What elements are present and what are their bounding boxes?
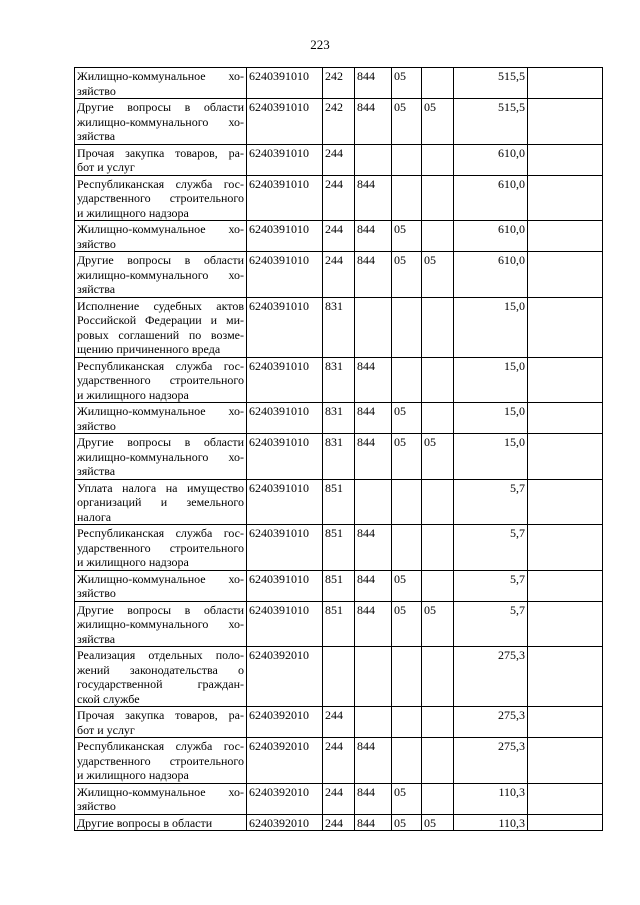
target-article-cell: 6240391010	[247, 68, 323, 99]
row-name-line: Прочая закупка товаров, ра-	[77, 708, 244, 722]
row-name-line: зяйства	[77, 129, 116, 143]
admin-code-cell: 844	[355, 601, 392, 647]
table-row	[75, 434, 603, 480]
amount-cell: 15,0	[454, 297, 528, 357]
section-cell	[392, 144, 422, 175]
target-article-cell: 6240391010	[247, 570, 323, 601]
target-article-cell: 6240391010	[247, 252, 323, 298]
subsection-cell	[422, 570, 454, 601]
table-row	[75, 357, 603, 403]
section-cell: 05	[392, 221, 422, 252]
table-row	[75, 783, 603, 814]
row-name-line: ударственного строительного	[77, 753, 244, 768]
target-article-cell: 6240391010	[247, 221, 323, 252]
target-article-cell: 6240391010	[247, 297, 323, 357]
subsection-cell	[422, 403, 454, 434]
admin-code-cell: 844	[355, 99, 392, 145]
row-name-cell	[75, 707, 247, 738]
admin-code-cell	[355, 647, 392, 707]
admin-code-cell: 844	[355, 570, 392, 601]
subsection-cell	[422, 783, 454, 814]
table-row	[75, 297, 603, 357]
amount-cell: 15,0	[454, 403, 528, 434]
expense-type-cell: 244	[323, 252, 355, 298]
row-name-line: Российской Федерации и ми-	[77, 313, 244, 327]
subsection-cell: 05	[422, 601, 454, 647]
amount-cell: 5,7	[454, 601, 528, 647]
empty-cell	[528, 175, 603, 221]
subsection-cell	[422, 297, 454, 357]
row-name-line: зяйство	[77, 236, 116, 251]
section-cell: 05	[392, 403, 422, 434]
subsection-cell	[422, 525, 454, 571]
row-name-line: Уплата налога на имущество	[77, 480, 244, 495]
row-name-cell	[75, 68, 247, 99]
expense-type-cell: 244	[323, 814, 355, 831]
row-name-line: Республиканская служба гос-	[77, 739, 244, 753]
expense-type-cell: 851	[323, 479, 355, 525]
empty-cell	[528, 297, 603, 357]
table-row	[75, 738, 603, 784]
expense-type-cell	[323, 647, 355, 707]
expense-type-cell: 244	[323, 175, 355, 221]
row-name-cell	[75, 738, 247, 784]
row-name-cell	[75, 252, 247, 298]
table-row	[75, 707, 603, 738]
admin-code-cell: 844	[355, 783, 392, 814]
section-cell: 05	[392, 814, 422, 831]
amount-cell: 15,0	[454, 434, 528, 480]
row-name-line: Жилищно-коммунальное хо-	[77, 222, 244, 236]
row-name-line: зяйства	[77, 464, 116, 478]
row-name-line: Республиканская служба гос-	[77, 526, 244, 540]
expense-type-cell: 831	[323, 403, 355, 434]
table-row	[75, 252, 603, 298]
expense-type-cell: 831	[323, 434, 355, 480]
empty-cell	[528, 99, 603, 145]
table-row	[75, 601, 603, 647]
row-name-line: Другие вопросы в области	[77, 815, 213, 830]
table-row	[75, 68, 603, 99]
section-cell	[392, 357, 422, 403]
budget-table-body	[75, 68, 603, 831]
admin-code-cell: 844	[355, 525, 392, 571]
target-article-cell: 6240391010	[247, 175, 323, 221]
amount-cell: 610,0	[454, 252, 528, 298]
row-name-cell	[75, 297, 247, 357]
section-cell	[392, 707, 422, 738]
subsection-cell	[422, 647, 454, 707]
subsection-cell	[422, 479, 454, 525]
section-cell: 05	[392, 252, 422, 298]
empty-cell	[528, 252, 603, 298]
row-name-line: зяйства	[77, 631, 116, 646]
empty-cell	[528, 403, 603, 434]
target-article-cell: 6240391010	[247, 403, 323, 434]
expense-type-cell: 851	[323, 601, 355, 647]
empty-cell	[528, 814, 603, 831]
row-name-line: ской службе	[77, 691, 140, 706]
row-name-line: Другие вопросы в области	[77, 253, 244, 267]
row-name-cell	[75, 221, 247, 252]
budget-table	[74, 67, 603, 831]
section-cell	[392, 175, 422, 221]
row-name-cell	[75, 783, 247, 814]
section-cell: 05	[392, 434, 422, 480]
row-name-line: налога	[77, 509, 112, 524]
row-name-line: и жилищного надзора	[77, 768, 189, 782]
row-name-line: Исполнение судебных актов	[77, 298, 244, 313]
row-name-line: Жилищно-коммунальное хо-	[77, 571, 244, 586]
row-name-line: ударственного строительного	[77, 373, 244, 387]
amount-cell: 275,3	[454, 647, 528, 707]
table-row	[75, 144, 603, 175]
empty-cell	[528, 479, 603, 525]
row-name-line: Реализация отдельных поло-	[77, 648, 244, 662]
row-name-line: Республиканская служба гос-	[77, 176, 244, 191]
amount-cell: 610,0	[454, 221, 528, 252]
row-name-line: и жилищного надзора	[77, 387, 189, 402]
expense-type-cell: 244	[323, 707, 355, 738]
row-name-cell	[75, 144, 247, 175]
row-name-cell	[75, 570, 247, 601]
target-article-cell: 6240391010	[247, 144, 323, 175]
expense-type-cell: 831	[323, 297, 355, 357]
table-row	[75, 99, 603, 145]
row-name-line: зяйство	[77, 799, 116, 813]
target-article-cell: 6240392010	[247, 738, 323, 784]
target-article-cell: 6240391010	[247, 525, 323, 571]
section-cell	[392, 479, 422, 525]
admin-code-cell: 844	[355, 175, 392, 221]
admin-code-cell: 844	[355, 252, 392, 298]
expense-type-cell: 242	[323, 68, 355, 99]
expense-type-cell: 244	[323, 738, 355, 784]
table-row	[75, 570, 603, 601]
row-name-line: ударственного строительного	[77, 540, 244, 555]
admin-code-cell: 844	[355, 68, 392, 99]
row-name-line: щению причиненного вреда	[77, 342, 221, 356]
target-article-cell: 6240392010	[247, 783, 323, 814]
row-name-line: Республиканская служба гос-	[77, 358, 244, 373]
amount-cell: 5,7	[454, 479, 528, 525]
row-name-line: Жилищно-коммунальное хо-	[77, 404, 244, 418]
target-article-cell: 6240391010	[247, 99, 323, 145]
row-name-line: и жилищного надзора	[77, 555, 189, 569]
row-name-line: Другие вопросы в области	[77, 435, 244, 449]
expense-type-cell: 242	[323, 99, 355, 145]
empty-cell	[528, 144, 603, 175]
empty-cell	[528, 434, 603, 480]
amount-cell: 110,3	[454, 814, 528, 831]
section-cell: 05	[392, 68, 422, 99]
expense-type-cell: 851	[323, 570, 355, 601]
table-row	[75, 525, 603, 571]
section-cell	[392, 525, 422, 571]
target-article-cell: 6240391010	[247, 479, 323, 525]
admin-code-cell: 844	[355, 357, 392, 403]
row-name-line: жилищно-коммунального хо-	[77, 267, 244, 282]
expense-type-cell: 831	[323, 357, 355, 403]
empty-cell	[528, 357, 603, 403]
target-article-cell: 6240392010	[247, 647, 323, 707]
row-name-line: жений законодательства о	[77, 662, 244, 677]
admin-code-cell: 844	[355, 221, 392, 252]
subsection-cell	[422, 707, 454, 738]
subsection-cell	[422, 144, 454, 175]
row-name-line: и жилищного надзора	[77, 205, 189, 220]
row-name-cell	[75, 814, 247, 831]
target-article-cell: 6240392010	[247, 707, 323, 738]
row-name-line: ровых соглашений по возме-	[77, 327, 244, 342]
row-name-cell	[75, 357, 247, 403]
amount-cell: 5,7	[454, 570, 528, 601]
subsection-cell	[422, 221, 454, 252]
admin-code-cell: 844	[355, 403, 392, 434]
empty-cell	[528, 525, 603, 571]
row-name-line: Жилищно-коммунальное хо-	[77, 784, 244, 799]
amount-cell: 610,0	[454, 175, 528, 221]
target-article-cell: 6240391010	[247, 601, 323, 647]
expense-type-cell: 244	[323, 221, 355, 252]
section-cell	[392, 297, 422, 357]
empty-cell	[528, 707, 603, 738]
amount-cell: 515,5	[454, 99, 528, 145]
admin-code-cell: 844	[355, 814, 392, 831]
section-cell: 05	[392, 570, 422, 601]
admin-code-cell: 844	[355, 738, 392, 784]
amount-cell: 610,0	[454, 144, 528, 175]
admin-code-cell	[355, 297, 392, 357]
amount-cell: 275,3	[454, 738, 528, 784]
subsection-cell	[422, 738, 454, 784]
row-name-line: зяйство	[77, 83, 116, 98]
admin-code-cell	[355, 144, 392, 175]
page-number: 223	[310, 37, 330, 52]
row-name-line: бот и услуг	[77, 722, 135, 737]
table-row	[75, 814, 603, 831]
section-cell: 05	[392, 601, 422, 647]
subsection-cell: 05	[422, 99, 454, 145]
table-row	[75, 221, 603, 252]
target-article-cell: 6240391010	[247, 357, 323, 403]
amount-cell: 15,0	[454, 357, 528, 403]
subsection-cell	[422, 357, 454, 403]
subsection-cell: 05	[422, 814, 454, 831]
row-name-line: жилищно-коммунального хо-	[77, 114, 244, 129]
empty-cell	[528, 68, 603, 99]
target-article-cell: 6240391010	[247, 434, 323, 480]
row-name-cell	[75, 525, 247, 571]
row-name-line: зяйство	[77, 418, 116, 433]
amount-cell: 515,5	[454, 68, 528, 99]
row-name-cell	[75, 479, 247, 525]
admin-code-cell	[355, 479, 392, 525]
section-cell: 05	[392, 783, 422, 814]
row-name-line: государственной граждан-	[77, 677, 244, 691]
admin-code-cell	[355, 707, 392, 738]
subsection-cell: 05	[422, 252, 454, 298]
row-name-line: организаций и земельного	[77, 495, 244, 509]
subsection-cell	[422, 68, 454, 99]
row-name-line: зяйство	[77, 586, 116, 600]
empty-cell	[528, 570, 603, 601]
row-name-cell	[75, 434, 247, 480]
row-name-line: Жилищно-коммунальное хо-	[77, 69, 244, 83]
row-name-line: бот и услуг	[77, 160, 135, 174]
expense-type-cell: 244	[323, 144, 355, 175]
row-name-cell	[75, 175, 247, 221]
section-cell	[392, 647, 422, 707]
row-name-cell	[75, 601, 247, 647]
section-cell: 05	[392, 99, 422, 145]
section-cell	[392, 738, 422, 784]
expense-type-cell: 244	[323, 783, 355, 814]
table-row	[75, 403, 603, 434]
row-name-line: жилищно-коммунального хо-	[77, 617, 244, 631]
table-row	[75, 647, 603, 707]
row-name-cell	[75, 647, 247, 707]
row-name-line: зяйства	[77, 282, 116, 296]
row-name-cell	[75, 99, 247, 145]
subsection-cell	[422, 175, 454, 221]
expense-type-cell: 851	[323, 525, 355, 571]
row-name-line: Прочая закупка товаров, ра-	[77, 145, 244, 160]
amount-cell: 5,7	[454, 525, 528, 571]
empty-cell	[528, 647, 603, 707]
empty-cell	[528, 221, 603, 252]
empty-cell	[528, 601, 603, 647]
row-name-cell	[75, 403, 247, 434]
target-article-cell: 6240392010	[247, 814, 323, 831]
empty-cell	[528, 783, 603, 814]
admin-code-cell: 844	[355, 434, 392, 480]
row-name-line: Другие вопросы в области	[77, 100, 244, 114]
row-name-line: Другие вопросы в области	[77, 602, 244, 617]
amount-cell: 110,3	[454, 783, 528, 814]
empty-cell	[528, 738, 603, 784]
row-name-line: ударственного строительного	[77, 191, 244, 205]
amount-cell: 275,3	[454, 707, 528, 738]
table-row	[75, 479, 603, 525]
subsection-cell: 05	[422, 434, 454, 480]
table-row	[75, 175, 603, 221]
row-name-line: жилищно-коммунального хо-	[77, 449, 244, 464]
